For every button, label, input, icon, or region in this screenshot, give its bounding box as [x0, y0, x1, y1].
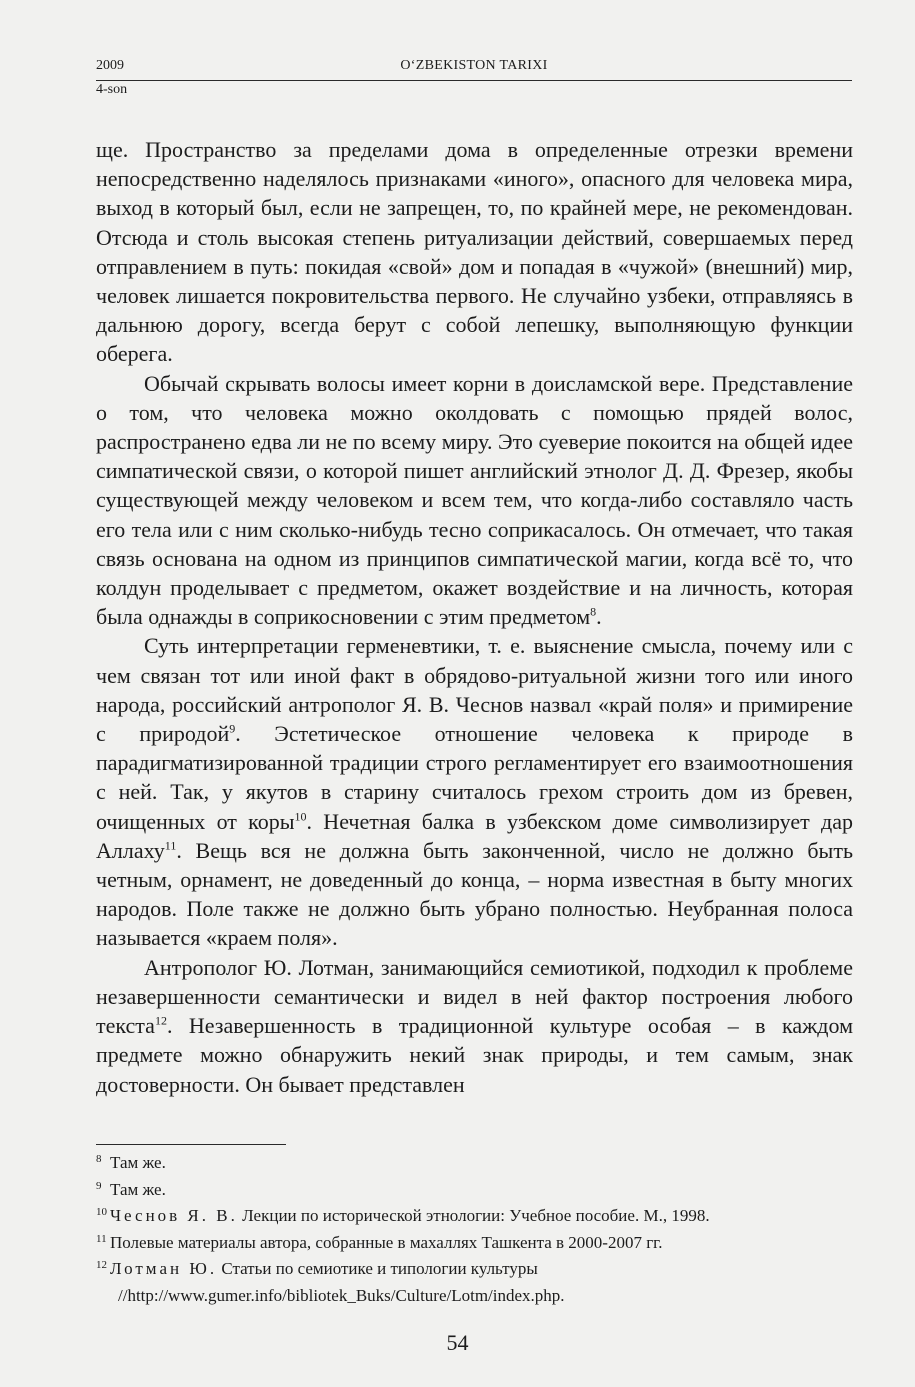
footnote-ref-8: 8 [590, 604, 597, 619]
paragraph-4-part-b: . Незавершенность в традиционной культуре особая – в каждом предмете можно обнаружить некий знак природы, и тем самым, знак достоверности. Он бывает представлен [96, 1013, 853, 1097]
footnote-separator [96, 1144, 286, 1145]
footnote-author: Лотман Ю. [110, 1259, 218, 1278]
footnote-text: Лекции по исторической этнологии: Учебное пособие. М., 1998. [237, 1206, 710, 1225]
paragraph-4 [96, 953, 853, 1099]
footnote-author: Чеснов Я. В. [110, 1206, 238, 1225]
footnote-ref-12: 12 [154, 1013, 167, 1028]
paragraph-2-text: Обычай скрывать волосы имеет корни в доисламской вере. Представление о том, что человека можно околдовать с помощью прядей волос, распространено едва ли не по всему миру. Это суеверие покоится на общей идее симпатической связи, о которой пишет английский этнолог Д. Д. Фрезер, якобы существующей между человеком и всем тем, что когда-либо составляло часть его тела или с ним сколько-нибудь тесно соприкасалось. Он отмечает, что такая связь основана на одном из принципов симпатической магии, когда всё то, что колдун проделывает с предметом, окажет воздействие и на личность, которая была однажды в соприкосновении с этим предметом [96, 370, 853, 630]
paragraph-3-part-c: . Нечетная балка в узбекском доме символизирует дар Аллаху [96, 808, 853, 863]
footnote-10: $^{10}$ Чеснов Я. В. Лекции по исторической этнологии: Учебное пособие. М., 1998. [96, 1206, 710, 1225]
paragraph-3-part-a: Суть интерпретации герменевтики, т. е. выяснение смысла, почему или с чем связан тот или иной факт в обрядово-ритуальной жизни того или иного народа, российский антрополог Я. В. Чеснов назвал «край поля» и примирение с природой [96, 633, 853, 747]
footnote-text: Статьи по семиотике и типологии культуры //http://www.gumer.info/bibliotek_Buks/Culture/Lotm/index.php. [118, 1259, 565, 1305]
footnote-ref-10: 10 [294, 809, 307, 824]
header-journal-title: O‘ZBEKISTON TARIXI [400, 58, 548, 73]
paragraph-1: ще. Пространство за пределами дома в определенные отрезки времени непосредственно наделялось признаками «иного», опасного для человека мира, выход в который был, если не запрещен, то, по крайней мере, не рекомендован. Отсюда и столь высокая степень ритуализации действий, совершаемых перед отправлением в путь: покидая «свой» дом и попадая в «чужой» (внешний) мир, человек лишается покровительства первого. Не случайно узбеки, отправляясь в дальнюю дорогу, всегда берут с собой лепешку, выполняющую функции оберега. [96, 137, 853, 367]
footnote-text: Полевые материалы автора, собранные в махаллях Ташкента в 2000-2007 гг. [110, 1232, 663, 1252]
running-header [96, 54, 852, 81]
page-number: 54 [446, 1330, 469, 1355]
header-issue: 4-son [96, 82, 128, 97]
footnote-text: Там же. [110, 1179, 166, 1199]
header-year: 2009 [96, 58, 124, 73]
paragraph-2-end: . [596, 604, 602, 630]
paragraph-3-part-d: . Вещь вся не должна быть законченной, число не должно быть четным, орнамент, не доведенный до конца, – норма известная в быту многих народов. Поле также не должно быть убрано полностью. Неубранная полоса называется «краем поля». [96, 837, 853, 951]
footnote-9: $^9$ Там же. [96, 1179, 166, 1199]
paragraph-4-part-a: Антрополог Ю. Лотман, занимающийся семиотикой, подходил к проблеме незавершенности семантически и видел в ней фактор построения любого текста [96, 954, 853, 1039]
footnote-11: $^{11}$ Полевые материалы автора, собранные в махаллях Ташкента в 2000-2007 гг. [96, 1232, 663, 1252]
footnotes [96, 1150, 853, 1309]
footnote-ref-9: 9 [229, 721, 236, 736]
footnote-text: Там же. [110, 1153, 166, 1172]
footnote-8: $^8$ Там же. [96, 1153, 166, 1172]
paragraph-3 [96, 631, 853, 952]
paragraph-3-part-b: . Эстетическое отношение человека к природе в парадигматизированной традиции строго регламентирует его взаимоотношения с ней. Так, у якутов в старину считалось грехом строить дом из бревен, очищенных от коры [96, 721, 853, 834]
footnote-ref-11: 11 [164, 838, 177, 853]
main-text [96, 135, 853, 1099]
footnote-12: $^{12}$ Лотман Ю. Статьи по семиотике и типологии культуры //http://www.gumer.info/bibliotek_Buks/Culture/Lotm/index.php. [96, 1259, 565, 1305]
paragraph-2 [96, 369, 853, 632]
